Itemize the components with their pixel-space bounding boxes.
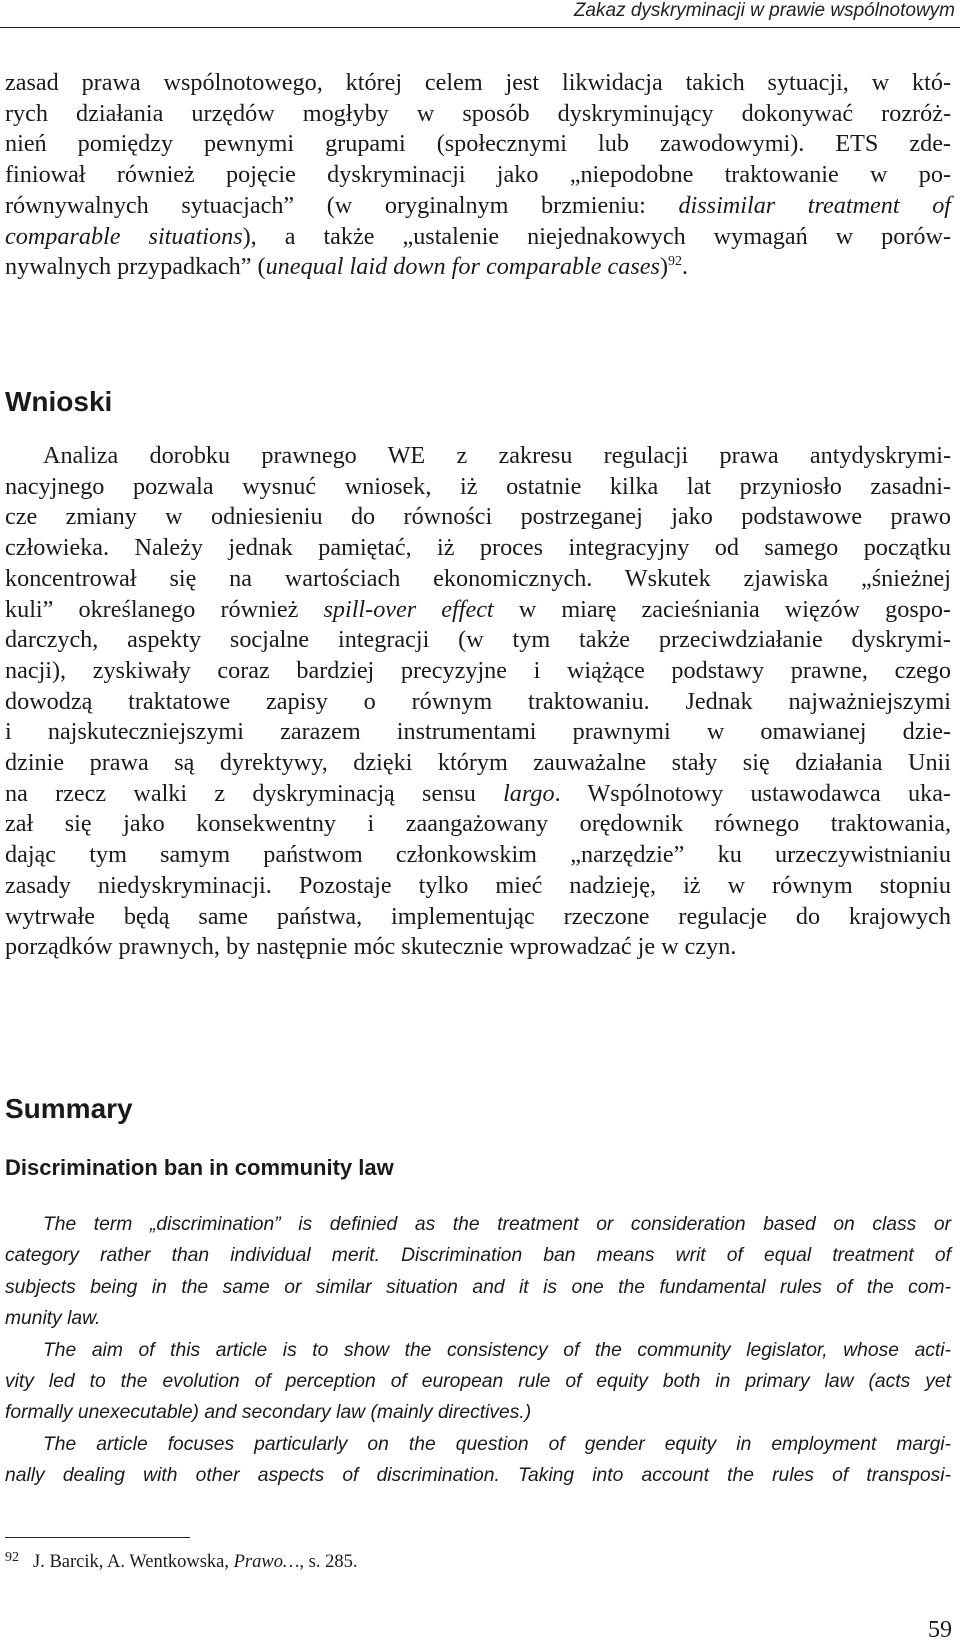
text-run: równywalnych sytuacjach” (w oryginalnym brzmieniu: [5, 191, 679, 219]
text-line: nacyjnego pozwala wysnuć wniosek, iż ostatnie kilka lat przyniosło zasadni- [5, 472, 951, 500]
text-run: . [682, 253, 689, 281]
italic-term: spill-over effect [323, 595, 494, 623]
footnote-number: 92 [5, 1550, 19, 1565]
paragraph-intro [5, 68, 951, 283]
text-line [5, 191, 951, 222]
header-rule [0, 27, 960, 28]
text-line: zasad prawa wspólnotowego, której celem jest likwidacja takich sytuacji, w któ- [5, 69, 951, 96]
text-line: i najskuteczniejszymi zarazem instrumentami prawnymi w omawianej dzie- [5, 718, 951, 746]
footnote-rule [5, 1537, 190, 1538]
italic-term: dissimilar treatment of [678, 191, 952, 219]
text-line: rych działania urzędów mogłyby w sposób dyskryminujący dokonywać rozróż- [5, 99, 951, 127]
italic-term: comparable situations [5, 222, 243, 250]
text-run: ), a także „ustalenie niejednakowych wymagań w porów- [242, 222, 951, 250]
italic-term: largo [503, 779, 555, 807]
footnote-text: , s. 285. [299, 1552, 358, 1572]
text-run: ) [659, 253, 668, 281]
text-line: subjects being in the same or similar situation and it is one the fundamental rules of the com- [5, 1276, 951, 1298]
text-line [5, 595, 951, 626]
text-line: darczych, aspekty socjalne integracji (w tym także przeciwdziałanie dyskrymi- [5, 626, 951, 654]
text-line: nacji), zyskiwały coraz bardziej precyzyjne i wiążące podstawy prawne, czego [5, 656, 951, 684]
summary-abstract [5, 1209, 951, 1492]
text-line: człowieka. Należy jednak pamiętać, iż proces integracyjny od samego początku [5, 534, 951, 562]
text-line: zasady niedyskryminacji. Pozostaje tylko mieć nadzieję, iż w równym stopniu [5, 871, 951, 899]
footnote-reference: 92 [668, 254, 682, 270]
text-line [5, 252, 951, 283]
text-line: Analiza dorobku prawnego WE z zakresu regulacji prawa antydyskrymi- [43, 442, 951, 469]
text-line: The article focuses particularly on the question of gender equity in employment margi- [43, 1433, 951, 1455]
running-header [0, 0, 960, 28]
text-line [5, 222, 951, 253]
text-line: munity law. [5, 1308, 101, 1330]
text-line: koncentrował się na wartościach ekonomicznych. Wskutek zjawiska „śnieżnej [5, 564, 951, 592]
text-line: nally dealing with other aspects of discrimination. Taking into account the rules of transposi- [5, 1465, 951, 1487]
text-line: wytrwałe będą same państwa, implementując rzeczone regulacje do krajowych [5, 902, 951, 930]
italic-term: unequal laid down for comparable cases [265, 253, 660, 281]
text-line: cze zmiany w odniesieniu do równości postrzeganej jako podstawowe prawo [5, 503, 951, 531]
text-run: w miarę zacieśniania więzów gospo- [493, 595, 951, 623]
text-line: category rather than individual merit. Discrimination ban means writ of equal treatment of [5, 1245, 951, 1267]
footnote-title: Prawo… [233, 1552, 300, 1572]
text-line: dzinie prawa są dyrektywy, dzięki którym zauważalne stały się działania Unii [5, 749, 951, 777]
text-line: porządków prawnych, by następnie móc skutecznie wprowadzać je w czyn. [5, 933, 737, 961]
text-line: dając tym samym państwom członkowskim „narzędzie” ku urzeczywistnianiu [5, 841, 951, 869]
text-line: dowodzą traktatowe zapisy o równym traktowaniu. Jednak najważniejszymi [5, 687, 951, 715]
text-line: The term „discrimination” is definied as the treatment or consideration based on class or [43, 1214, 951, 1235]
footnote-text: J. Barcik, A. Wentkowska, [33, 1552, 234, 1572]
text-line: zał się jako konsekwentny i zaangażowany orędownik równego traktowania, [5, 810, 951, 838]
text-run: nywalnych przypadkach” ( [5, 253, 266, 281]
page-number: 59 [928, 1617, 952, 1643]
paragraph-conclusions [5, 441, 951, 963]
text-run: na rzecz walki z dyskryminacją sensu [5, 779, 504, 807]
text-line: formally unexecutable) and secondary law (mainly directives.) [5, 1402, 532, 1424]
running-header-title: Zakaz dyskryminacji w prawie wspólnotowym [573, 0, 955, 21]
section-heading-wnioski: Wnioski [5, 386, 113, 417]
text-line: finiował również pojęcie dyskryminacji jako „niepodobne traktowanie w po- [5, 161, 951, 189]
summary-subheading: Discrimination ban in community law [5, 1155, 394, 1180]
text-line [5, 779, 951, 810]
text-line: vity led to the evolution of perception of european rule of equity both in primary law (acts yet [5, 1371, 951, 1393]
text-run: . Wspólnotowy ustawodawca uka- [554, 779, 951, 807]
text-line: nień pomiędzy pewnymi grupami (społecznymi lub zawodowymi). ETS zde- [5, 130, 951, 158]
text-run: kuli” określanego również [5, 595, 324, 623]
footnote [5, 1550, 358, 1573]
section-heading-summary: Summary [5, 1093, 133, 1124]
text-line: The aim of this article is to show the consistency of the community legislator, whose acti- [43, 1339, 951, 1361]
